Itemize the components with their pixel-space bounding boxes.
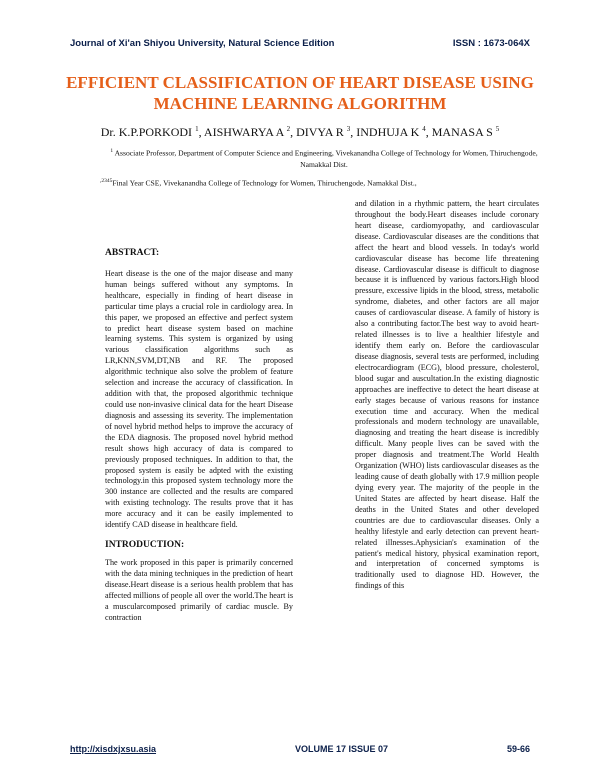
- left-column: [105, 248, 293, 624]
- abstract-body: Heart disease is the one of the major disease and many human beings suffered without any symptoms. In healthcare, especially in finding of heart disease in particular time plays a crucial role in cardiology area. In this paper, we proposed an effective and perfect system to predict heart disease system based on machine learning systems. This system is organized by using various classification algorithms such as LR,KNN,SVM,DT,NB and RF. The proposed algorithmic technique also solve the problem of feature selection and increase the accuracy of classification. In addition with that, the proposed algorithmic technique could use non-invasive clinical data for the heart Disease diagnosis and assessing its severity. The implementation of novel hybrid method helps to improve the accuracy of the EDA diagnosis. The proposed novel hybrid method result shows high accuracy of data is compared to previously proposed techniques. In addition to that, the proposed system is easily be adpted with the existing technology.in this proposed system technology more the 300 instance are collected and the results are compared with existing technology. The results prove that it has more accuracy and it can be easily implemented to identify CAD disease in healthcare field.: [105, 268, 293, 530]
- volume-issue: VOLUME 17 ISSUE 07: [295, 744, 389, 754]
- introduction-body-left: The work proposed in this paper is primarily concerned with the data mining techniques in the prediction of heart disease.Heart disease is a serious health problem that has affected millions of people all over the world.The heart is a muscularcomposed primarily of cardiac muscle. By contraction: [105, 557, 293, 622]
- introduction-body-right: and dilation in a rhythmic pattern, the heart circulates throughout the body.Heart diseases include coronary heart disease, cardiomyopathy, and cardiovascular disease. Cardiovascular diseases are the conditions that affect the heart and blood vessels. In today's world cardiovascular disease has become life threatening disease. Cardiovascular disease is difficult to diagnose because it is influenced by various factors.High blood pressure, excessive lipids in the blood, stress, metabolic syndrome, diabetes, and other factors are all major causes of cardiovascular disease. A family of history is also a contributing factor.The best way to avoid heart-related illnesses is to live a healthier lifestyle and identify them early on. Before the cardiovascular disease diagnosis, several tests are performed, including electrocardiogram (ECG), blood pressure, cholesterol, blood sugar and auscultation.In the existing diagnostic approaches are ineffective to detect the heart disease at early stages because of various reasons for instance execution time and accuracy. When the medical professionals and modern technology are unavailable, diagnosing and treating the heart disease is incredibly difficult. Many people lives can be saved with the proper diagnosis and treatment.The World Health Organization (WHO) lists cardiovascular diseases as the leading cause of death globally with 17.9 million people dying every year. The majority of the people in the United States are affected by heart disease. Half the deaths in the United States and other developed countries are due to cardiovascular diseases. Only a healthy lifestyle and early detection can prevent heart-related illnesses.Aphysician's examination of the patient's medical history, physical examination report, and interpretation of concerned symptoms is traditionally used to diagnose HD. However, the findings of this: [355, 199, 539, 591]
- affiliation-2: $^{,2345}$Final Year CSE, Vivekanandha College of Technology for Women, Thiruchengode, Namakkal Dist.,: [100, 178, 417, 188]
- author: MANASA S $^5$: [431, 125, 500, 139]
- title-line-1: EFFICIENT CLASSIFICATION OF HEART DISEASE USING: [66, 73, 534, 92]
- author: AISHWARYA A $^2$,: [203, 125, 297, 139]
- author: DIVYA R $^3$,: [296, 125, 357, 139]
- title-line-2: MACHINE LEARNING ALGORITHM: [153, 94, 447, 113]
- page-range: 59-66: [506, 744, 530, 754]
- introduction-heading: INTRODUCTION:: [105, 540, 185, 551]
- right-column: [355, 199, 539, 592]
- journal-url-link[interactable]: http://xisdxjxsu.asia: [70, 744, 157, 754]
- abstract-heading: ABSTRACT:: [105, 248, 160, 258]
- page-footer: [70, 744, 530, 758]
- author: INDHUJA K $^4$,: [356, 125, 432, 139]
- running-header: [70, 38, 530, 49]
- author: Dr. K.P.PORKODI $^1$,: [100, 125, 204, 139]
- journal-name: Journal of Xi'an Shiyou University, Natural Science Edition: [70, 38, 335, 49]
- paper-title: [50, 72, 550, 114]
- affiliation-1: $^1$ Associate Professor, Department of Computer Science and Engineering, Vivekanandha College of Technology for Women, Thiruchengode, Namakkal Dist.: [110, 148, 538, 169]
- author-list: [40, 122, 560, 139]
- issn: ISSN : 1673-064X: [452, 38, 530, 49]
